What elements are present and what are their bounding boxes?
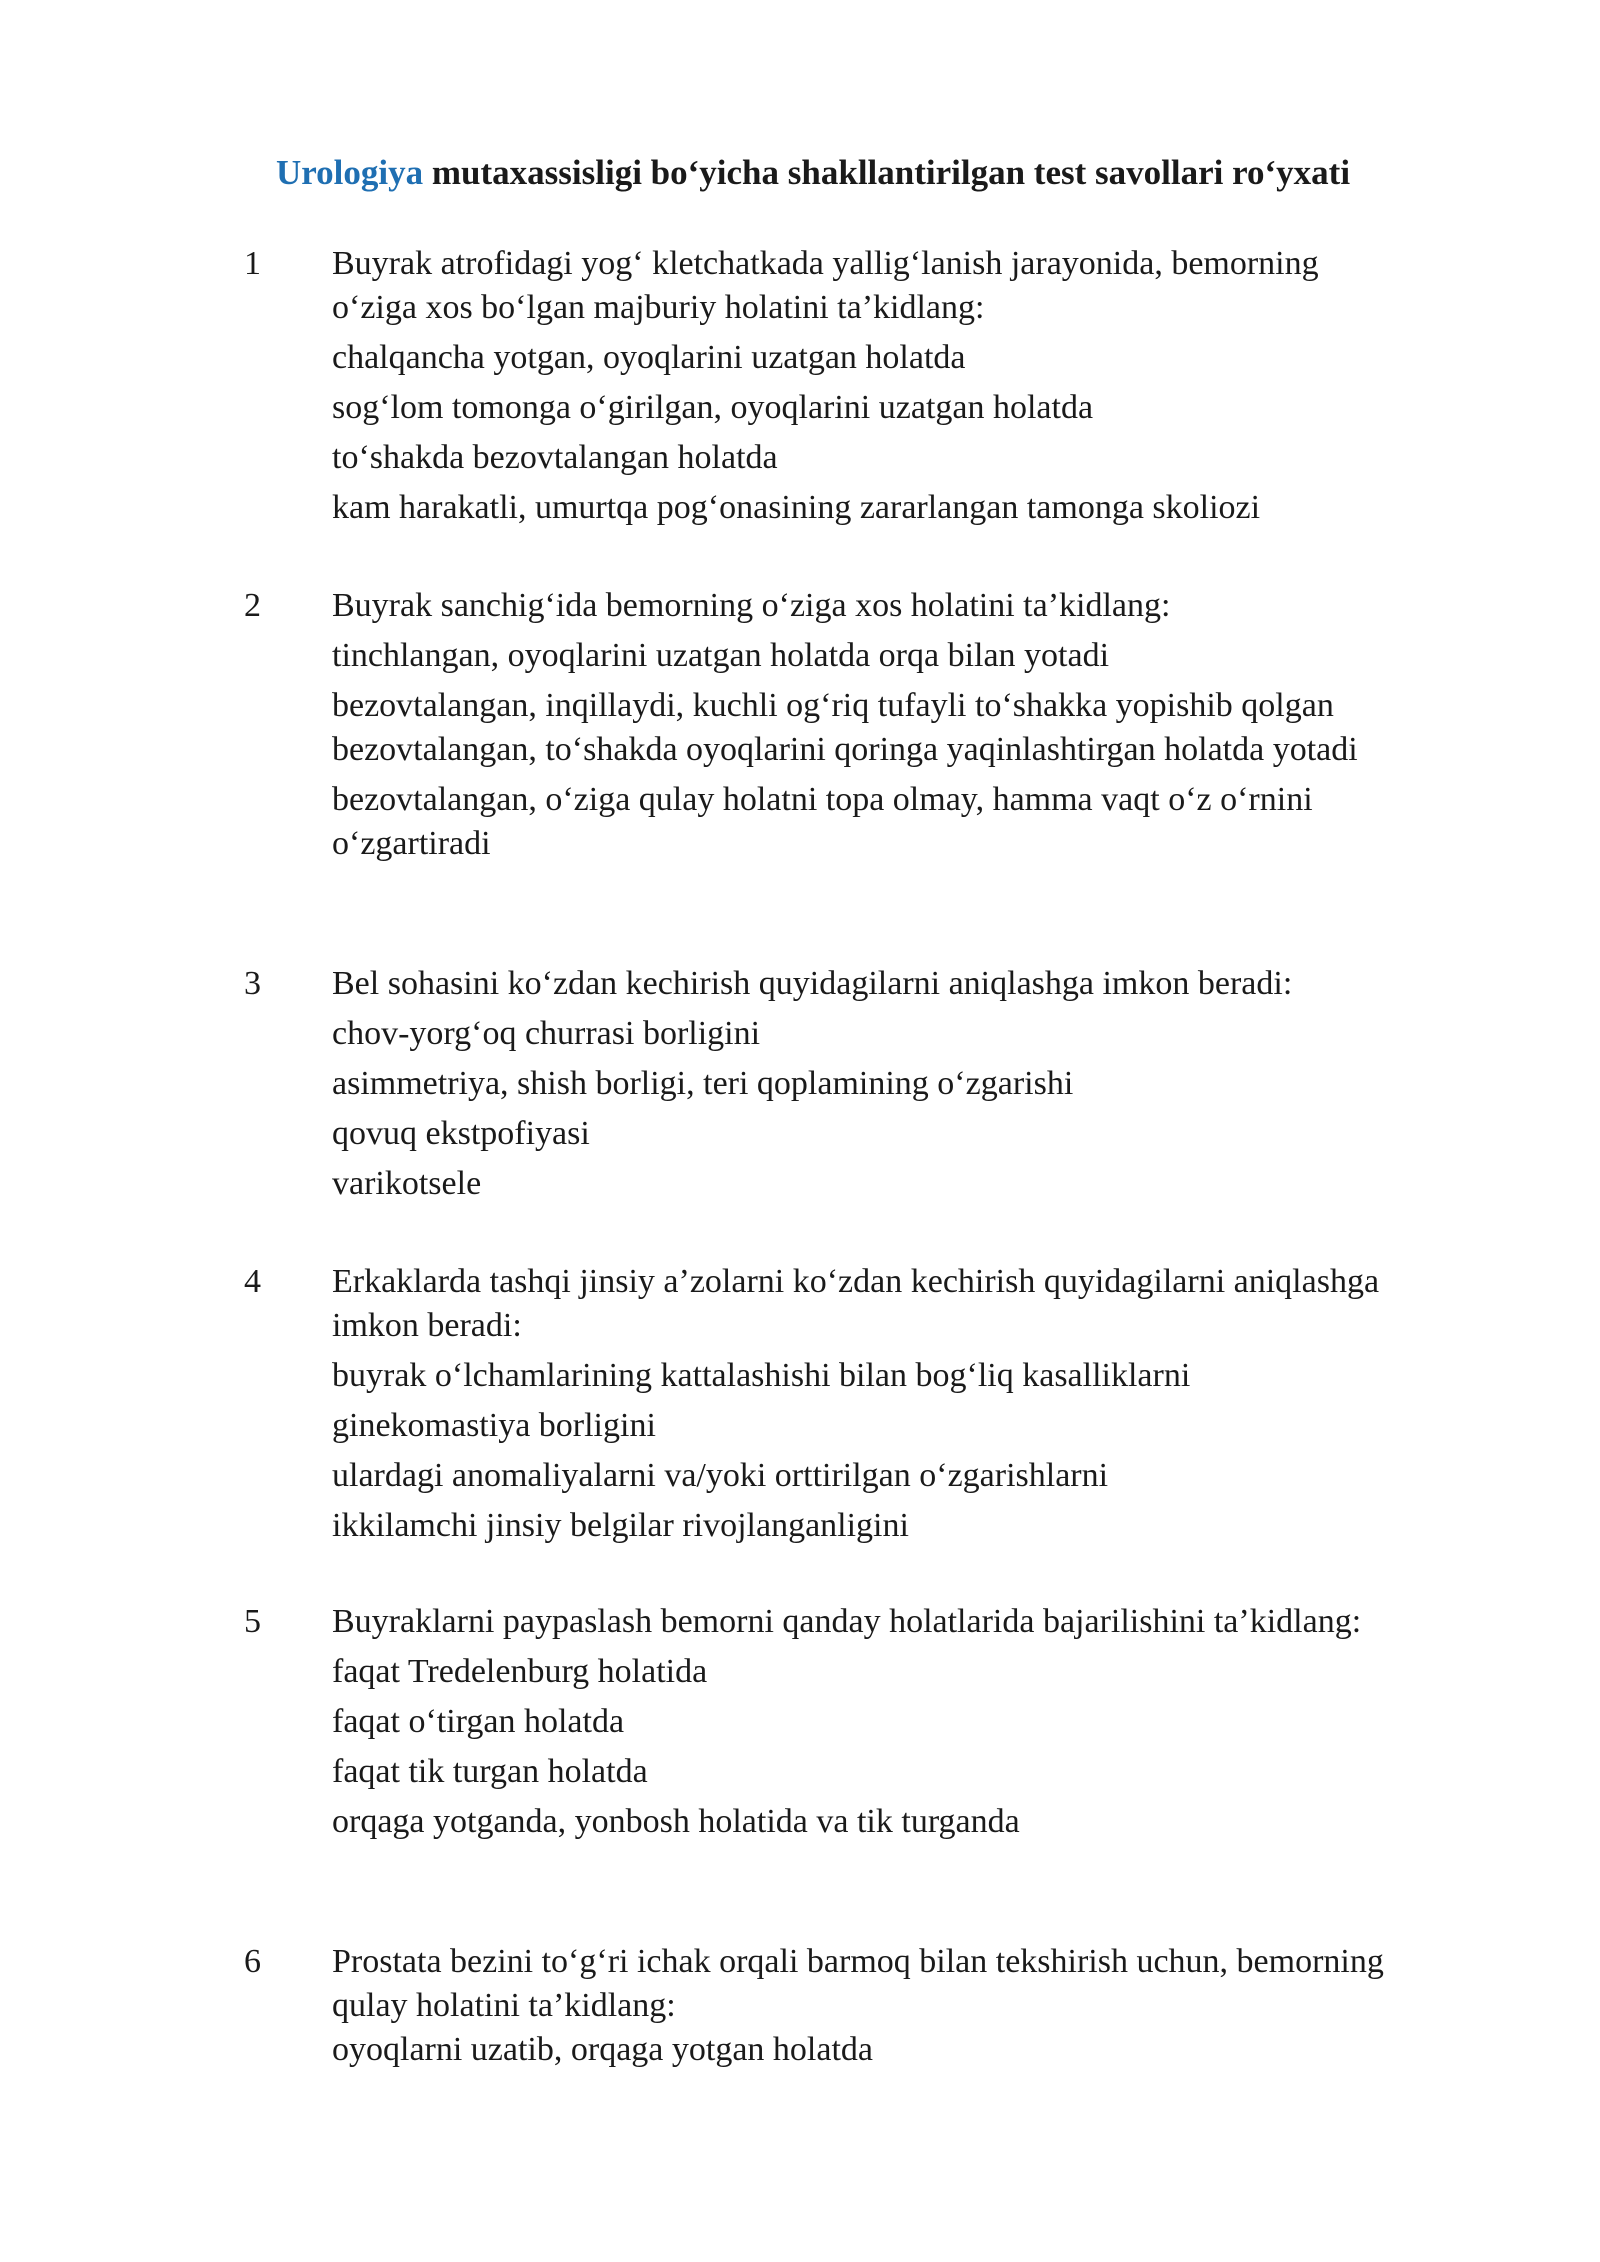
answer-option: sog‘lom tomonga o‘girilgan, oyoqlarini uzatgan holatda xyxy=(332,389,1094,426)
answer-option: tinchlangan, oyoqlarini uzatgan holatda orqa bilan yotadi xyxy=(332,637,1110,674)
title-accent: Urologiya xyxy=(276,153,424,192)
question-text: Bel sohasini ko‘zdan kechirish quyidagilarni aniqlashga imkon beradi: xyxy=(332,965,1293,1002)
answer-option: chov-yorg‘oq churrasi borligini xyxy=(332,1015,761,1052)
question-body xyxy=(332,1260,1462,1548)
answer-option: varikotsele xyxy=(332,1165,482,1202)
question-text: Erkaklarda tashqi jinsiy a’zolarni ko‘zdan kechirish quyidagilarni aniqlashga imkon beradi: xyxy=(332,1263,1380,1344)
answer-option: bezovtalangan, inqillaydi, kuchli og‘riq tufayli to‘shakka yopishib qolgan xyxy=(332,687,1334,724)
answer-option: bezovtalangan, o‘ziga qulay holatni topa olmay, hamma vaqt o‘z o‘rnini o‘zgartiradi xyxy=(332,781,1313,862)
question-number: 5 xyxy=(244,1603,261,1640)
answer-option: kam harakatli, umurtqa pog‘onasining zararlangan tamonga skoliozi xyxy=(332,489,1261,526)
question-body xyxy=(332,1600,1462,1844)
answer-option: ginekomastiya borligini xyxy=(332,1407,656,1444)
answer-option: bezovtalangan, to‘shakda oyoqlarini qoringa yaqinlashtirgan holatda yotadi xyxy=(332,731,1358,768)
title-rest: mutaxassisligi bo‘yicha shakllantirilgan test savollari ro‘yxati xyxy=(423,153,1351,192)
question-text: Prostata bezini to‘g‘ri ichak orqali barmoq bilan tekshirish uchun, bemorning qulay holatini ta’kidlang: xyxy=(332,1943,1384,2024)
answer-option: asimmetriya, shish borligi, teri qoplamining o‘zgarishi xyxy=(332,1065,1074,1102)
question-text: Buyrak sanchig‘ida bemorning o‘ziga xos holatini ta’kidlang: xyxy=(332,587,1171,624)
question-body xyxy=(332,1940,1462,2072)
answer-option: to‘shakda bezovtalangan holatda xyxy=(332,439,778,476)
question-number: 1 xyxy=(244,245,261,282)
answer-option: ulardagi anomaliyalarni va/yoki orttirilgan o‘zgarishlarni xyxy=(332,1457,1109,1494)
document-title xyxy=(276,150,1476,196)
answer-option: ikkilamchi jinsiy belgilar rivojlanganligini xyxy=(332,1507,909,1544)
question-text: Buyraklarni paypaslash bemorni qanday holatlarida bajarilishini ta’kidlang: xyxy=(332,1603,1362,1640)
question-number: 4 xyxy=(244,1263,261,1300)
question-number: 2 xyxy=(244,587,261,624)
answer-option: faqat Tredelenburg holatida xyxy=(332,1653,708,1690)
question-body xyxy=(332,962,1462,1206)
answer-option: oyoqlarni uzatib, orqaga yotgan holatda xyxy=(332,2031,873,2068)
question-body xyxy=(332,584,1462,866)
question-body xyxy=(332,242,1462,530)
question-text: Buyrak atrofidagi yog‘ kletchatkada yallig‘lanish jarayonida, bemorning o‘ziga xos bo‘lgan majburiy holatini ta’kidlang: xyxy=(332,245,1319,326)
answer-option: qovuq ekstpofiyasi xyxy=(332,1115,590,1152)
question-number: 6 xyxy=(244,1943,261,1980)
answer-option: buyrak o‘lchamlarining kattalashishi bilan bog‘liq kasalliklarni xyxy=(332,1357,1191,1394)
answer-option: faqat tik turgan holatda xyxy=(332,1753,648,1790)
answer-option: orqaga yotganda, yonbosh holatida va tik turganda xyxy=(332,1803,1020,1840)
answer-option: chalqancha yotgan, oyoqlarini uzatgan holatda xyxy=(332,339,966,376)
question-number: 3 xyxy=(244,965,261,1002)
answer-option: faqat o‘tirgan holatda xyxy=(332,1703,625,1740)
